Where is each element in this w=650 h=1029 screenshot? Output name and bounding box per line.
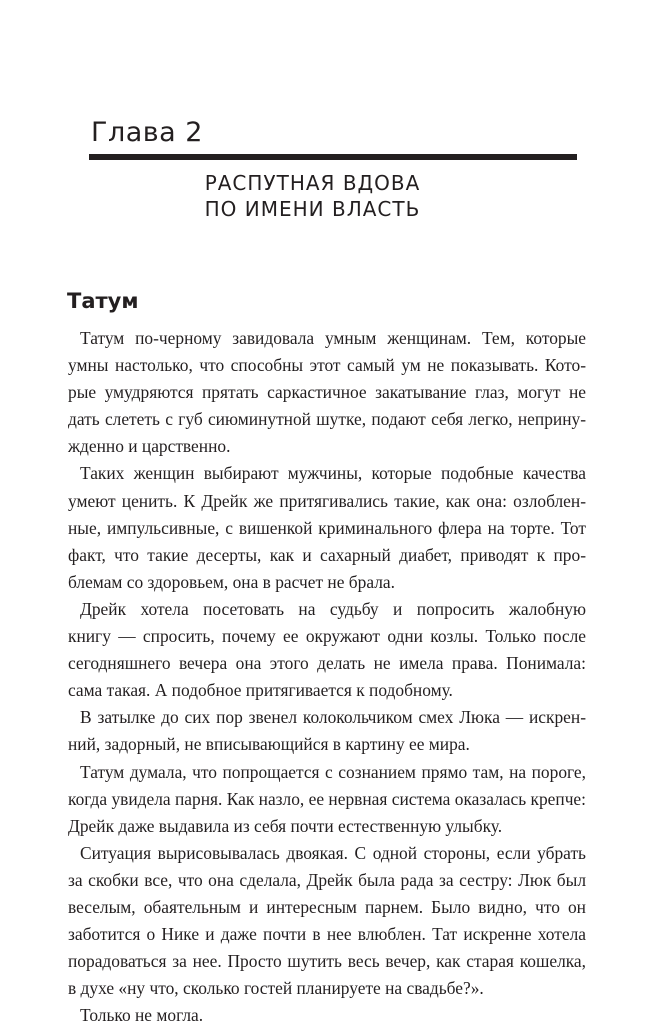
chapter-divider (89, 154, 577, 160)
paragraph (68, 840, 586, 1003)
text-line: рые умудряются прятать саркастичное закатывание глаз, могут не (68, 382, 586, 403)
text-line: дать слететь с губ сиюминутной шутке, подают себя легко, неприну- (68, 409, 586, 430)
paragraph (68, 704, 586, 758)
text-line: ний, задорный, не вписывающийся в картину ее мира. (68, 734, 470, 755)
text-line: за скобки все, что она сделала, Дрейк была рада за сестру: Люк был (68, 869, 586, 890)
text-line: В затылке до сих пор звенел колокольчиком смех Люка — искрен- (80, 707, 586, 728)
text-line: Татум думала, что попрощается с сознанием прямо там, на пороге, (80, 761, 586, 782)
chapter-subtitle (100, 170, 525, 222)
chapter-subtitle-line: ПО ИМЕНИ ВЛАСТЬ (204, 197, 421, 221)
body-text (68, 325, 586, 1029)
chapter-header (89, 116, 577, 160)
text-line: веселым, обаятельным и интересным парнем. Было видно, что он (68, 896, 586, 917)
text-line: заботится о Нике и даже почти в нее влюблен. Тат искренне хотела (68, 924, 586, 945)
text-line: сама такая. А подобное притягивается к подобному. (68, 680, 453, 701)
paragraph (68, 325, 586, 460)
section-title: Татум (67, 289, 139, 313)
text-line: умеют ценить. К Дрейк же притягивались такие, как она: озлоблен- (68, 490, 586, 511)
chapter-subtitle-line: РАСПУТНАЯ ВДОВА (204, 171, 421, 195)
text-line: жденно и царственно. (68, 436, 231, 457)
text-line: ные, импульсивные, с вишенкой криминального флера на торте. Тот (68, 517, 586, 538)
text-line: Дрейк хотела посетовать на судьбу и попросить жалобную (80, 598, 586, 619)
chapter-number: Глава 2 (91, 117, 203, 148)
paragraph (68, 596, 586, 704)
text-line: блемам со здоровьем, она в расчет не брала. (68, 571, 395, 592)
text-line: порадоваться за нее. Просто шутить весь вечер, как старая кошелка, (68, 951, 586, 972)
text-line: Татум по-черному завидовала умным женщинам. Тем, которые (80, 328, 586, 348)
text-line: в духе «ну что, сколько гостей планируете на свадьбе?». (68, 978, 484, 999)
paragraph (68, 1002, 586, 1029)
text-line: факт, что такие десерты, как и сахарный диабет, приводят к про- (68, 544, 586, 565)
text-line: Только не могла. (80, 1005, 204, 1026)
text-line: Таких женщин выбирают мужчины, которые подобные качества (80, 463, 586, 484)
text-line: когда увидела парня. Как назло, ее нервная система оказалась крепче: (68, 788, 586, 809)
paragraph (68, 759, 586, 840)
paragraph (68, 460, 586, 595)
text-line: Ситуация вырисовывалась двоякая. С одной стороны, если убрать (80, 842, 586, 863)
text-line: книгу — спросить, почему ее окружают одни козлы. Только после (68, 626, 586, 647)
text-line: сегодняшнего вечера она этого делать не имела права. Понимала: (68, 653, 586, 674)
text-line: умны настолько, что способны этот самый ум не показывать. Кото- (68, 355, 586, 376)
text-line: Дрейк даже выдавила из себя почти естественную улыбку. (68, 815, 503, 836)
